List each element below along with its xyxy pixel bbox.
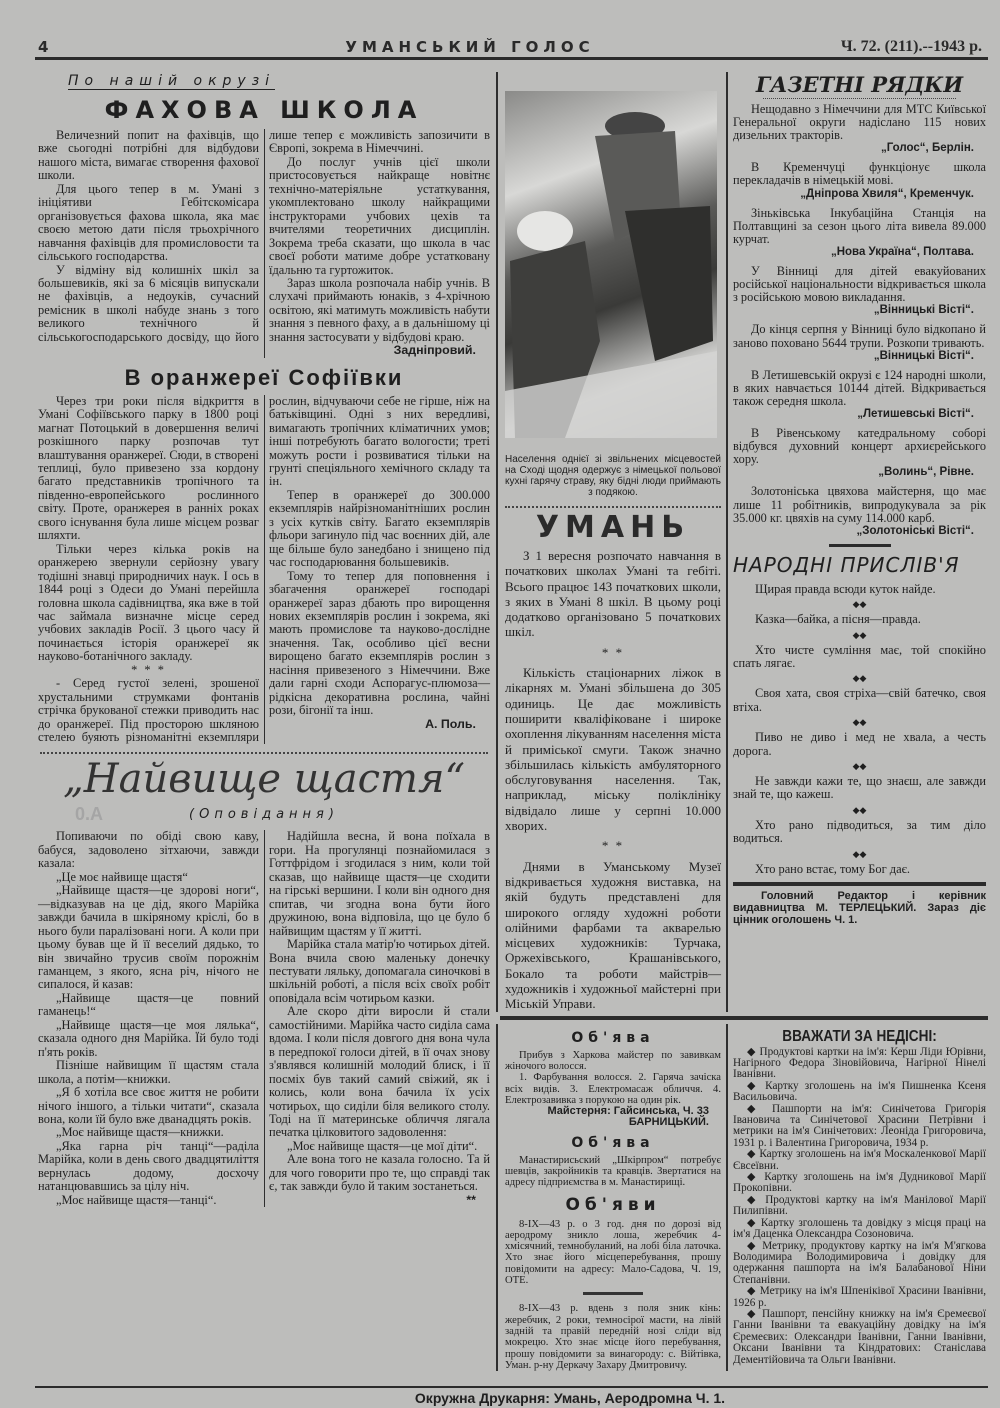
- ads-section: [496, 1024, 726, 1372]
- invalid-doc-text: Продуктові картку на ім'я Манілової Марії Пилипівни.: [733, 1193, 986, 1218]
- news-text: До кінця серпня у Вінниці було відкопано й заново поховано 5644 трупи. Розкопи тривають.: [733, 322, 986, 350]
- invalid-docs-title: ВВАЖАТИ ЗА НЕДІСНІ:: [782, 1027, 937, 1045]
- invalid-doc-item: [733, 1286, 986, 1309]
- ad-text: 8-IX—43 р. о 3 год. дня по дорозі від аеродрому зникло лоша, жеребчик 4-хмісячний, темнобуланий, на лобі біла латочка. Хто знає його місцеперебування, прошу повідомити на адресу: Мало-Садова, Ч. 19, ОТЕ.: [505, 1218, 721, 1287]
- diamond-separator-icon: ◆◆: [852, 848, 867, 859]
- ad-title: Об'яви: [565, 1194, 661, 1215]
- paragraph: Надійшла весна, й вона поїхала в гори. На прогулянці познайомилася з Готтфрідом і згодилася з ним, коли той сказав, що найвище щастя—це сходити на гірські вершини. І коли він одного дня спитав, чи згодна вона бути його дружиною, вона відповіла, що це було б найвищим щастям у її житті.: [269, 829, 490, 938]
- printer-imprint: Окружна Друкарня: Умань, Аеродромна Ч. 1.: [414, 1390, 726, 1406]
- proverb: Не завжди кажи те, що знаєш, але завжди знай те, що кажеш.: [733, 774, 986, 802]
- diamond-bullet-icon: ◆: [747, 1079, 766, 1092]
- rule: [733, 882, 986, 886]
- news-source: „Вінницькі Вісті“.: [873, 304, 974, 317]
- ad-title: Об'ява: [571, 1134, 655, 1151]
- news-item: [733, 161, 986, 200]
- diamond-bullet-icon: ◆: [747, 1216, 761, 1229]
- diamond-bullet-icon: ◆: [747, 1102, 772, 1115]
- paragraph: „Найвище щастя—це моя лялька“, сказала одного дня Марійка. Їй було тоді п'ять років.: [38, 1017, 259, 1059]
- ad-body: [505, 1050, 721, 1129]
- news-item: [733, 323, 986, 362]
- paragraph: Днями в Уманському Музеї відкривається художня виставка, на якій будуть представлені для широкого огляду художні роботи олійними фарбами та акварелью місцевих художників: Турчака, Оржехівського, Крашанівського, Бокало та роботи майстрів—художників і художньої майстерні при Міській Управи.: [505, 858, 721, 1012]
- invalid-doc-item: [733, 1081, 986, 1104]
- paragraph: З 1 вересня розпочато навчання в початкових школах Умані та гебіті. Всього працює 143 початкових школи, з яких в Умані 8 шкіл. В цьому році додатково організовано 5 початкових шкіл.: [505, 548, 721, 640]
- invalid-doc-text: Картку зголошень на ім'я Дудникової Марії Прокопівни.: [733, 1171, 986, 1195]
- paragraph: Для цього тепер в м. Умані з ініціятиви Гебітскомісара організовується фахова школа, яка має своєю метою дати після трьохрічного навчання фахівців для промисловости та сільського господарства.: [38, 181, 259, 264]
- ads-rule: [500, 1016, 988, 1020]
- editor-note: Головний Редактор і керівник видавництва М. ТЕРЛЕЦЬКИЙ. Зараз діє цінник оголошень Ч. 1.: [733, 890, 986, 927]
- invalid-doc-text: Картку зголошень та довідку з місця праці на ім'я Даценка Олександра Созоновича.: [733, 1216, 986, 1241]
- diamond-bullet-icon: ◆: [747, 1171, 765, 1184]
- story-body: [38, 830, 490, 1207]
- news-source: „Нова Україна“, Полтава.: [830, 245, 974, 258]
- news-source: „Золотоніські Вісті“.: [856, 524, 974, 537]
- diamond-separator-icon: ◆◆: [852, 761, 867, 772]
- diamond-bullet-icon: ◆: [747, 1045, 760, 1058]
- article-body: [505, 548, 721, 1012]
- invalid-doc-text: Метрику, продуктову картку на ім'я М'ягкова Володимира Володимировича і довідку для одержання пашпорта на ім'я Балабанової Ніни Степанівни.: [733, 1239, 987, 1286]
- newspaper-title: УМАНСЬКИЙ ГОЛОС: [345, 38, 595, 56]
- paragraph: „Моє найвище щастя—це мої діти“.: [287, 1138, 478, 1153]
- news-text: В Летишевській окрузі є 124 народні школи, в яких навчається 10144 дітей. Відкривається також середня школа.: [733, 367, 986, 408]
- invalid-doc-item: [733, 1104, 986, 1150]
- news-item: [733, 265, 986, 317]
- invalid-doc-text: Картку зголошень на ім'я Пишненка Ксеня Васильовича.: [733, 1079, 986, 1104]
- news-source: „Вінницькі Вісті“.: [873, 349, 974, 362]
- diamond-bullet-icon: ◆: [747, 1239, 763, 1252]
- invalid-doc-item: [733, 1149, 986, 1172]
- ad-signature: Майстерня: Гайсинська, Ч. 33 БАРНИЦЬКИЙ.: [547, 1105, 709, 1129]
- news-source: „Волинь“, Рівне.: [878, 466, 974, 479]
- middle-column: [496, 72, 726, 1012]
- news-photo: [505, 91, 717, 438]
- section-separator: * *: [601, 838, 625, 854]
- paragraph: Зараз школа розпочала набір учнів. В слухачі приймають юнаків, з 4-хрічною освітою, які матимуть можливість набути знання з певного фаху, а в дальнішому ці знання застосувати у відбудові краю.: [269, 275, 490, 344]
- paragraph: „Це моє найвище щастя“: [56, 869, 188, 884]
- proverb: Хто рано підводиться, за тим діло водиться.: [733, 817, 986, 846]
- paragraph: Але вона того не казала голосно. Та й для чого говорити про те, що справді так є, так завжди було й таким зостанеться.: [269, 1152, 490, 1194]
- news-source: „Голос“, Берлін.: [880, 142, 974, 155]
- diamond-separator-icon: ◆◆: [852, 804, 867, 815]
- news-text: У Вінниці для дітей евакуйованих російської національности відкривається школа з російською мовою викладання.: [733, 264, 986, 305]
- ad-text: 8-IX—43 р. вдень з поля зник кінь: жеребчик, 2 роки, темносірої масти, на лівій задній та правій передній нозі сліди від мокрецю. Хто знає місце його перебування, прошу повідомити за винагороду: с. Війтівка, Уман. р-ну Деркачу Захару Дмитровичу.: [505, 1303, 721, 1371]
- invalid-doc-item: [733, 1047, 986, 1081]
- news-text: Зіньківська Інкубаційна Станція на Полтавщині за сезон цього літа вивела 89.000 курчат.: [733, 205, 986, 246]
- article-title: ФАХОВА ШКОЛА: [104, 96, 424, 124]
- invalid-doc-item: [733, 1241, 986, 1287]
- ad-text: Прибув з Харкова майстер по завивкам жіночого волосся.: [505, 1049, 721, 1072]
- proverb: Хто чисте сумління має, той спокійно спать лягає.: [733, 642, 986, 671]
- paragraph: „Моє найвище щастя—книжки.: [56, 1125, 224, 1140]
- invalid-doc-text: Картку зголошень на ім'я Москаленкової Марії Євсеївни.: [733, 1148, 986, 1172]
- news-item: [733, 207, 986, 259]
- paragraph: До послуг учнів цієї школи пристосовується найкраще новітнє технічно-матеріяльне устаткування, укомплектовано школу найкращими інструкторами учбових цехів та вчителями теоретичних дисциплін. Зокрема треба сказати, що школа в час своєї роботи матиме добре устатковану їдальню та гуртожиток.: [269, 154, 490, 277]
- diamond-separator-icon: ◆◆: [852, 629, 867, 640]
- issue-number: Ч. 72. (211).--1943 р.: [840, 38, 982, 55]
- news-item: [733, 103, 986, 155]
- paragraph: Величезний попит на фахівців, що вже сьогодні потрібні для відбудови нашого міста, вимагає створення фахової школи.: [38, 128, 259, 183]
- news-list: [733, 103, 986, 538]
- diamond-separator-icon: ◆◆: [852, 673, 867, 684]
- paragraph: Тепер в оранжереї до 300.000 екземплярів найрізноманітніших рослин з усіх кутків світу. Багато екземплярів фльори загинуло під час воєнних дій, але ще більше було занедбано і знищено під час господарювання большевиків.: [269, 487, 490, 570]
- news-title: ГАЗЕТНІ РЯДКИ: [755, 72, 964, 97]
- proverb: Щирая правда всюди куток найде.: [755, 581, 936, 596]
- paragraph: „Найвище щастя—це повний гаманець!“: [38, 990, 259, 1019]
- invalid-docs-section: [726, 1024, 988, 1372]
- paragraph: „Моє найвище щастя—танці“.: [56, 1192, 217, 1207]
- proverb: Казка—байка, а пісня—правда.: [755, 612, 921, 627]
- news-text: В Кременчуці функціонує школа перекладачів в німецькій мові.: [733, 160, 986, 188]
- diamond-bullet-icon: ◆: [747, 1307, 762, 1320]
- right-column: [726, 72, 988, 1012]
- ad-text: 1. Фарбування волосся. 2. Гаряча зачіска всіх видів. 3. Електромасаж обличчя. 4. Електрозавивка з порукою на один рік.: [505, 1072, 721, 1106]
- story-title: „Найвище щастя“: [63, 756, 465, 803]
- paragraph: Кількість стаціонарних ліжок в лікарнях м. Умані збільшена до 305 одиниць. Це дає можливість поширити кваліфіковане і широке охоплення лікуванням населення міста й приміської смуги. Також значно збільшилась кількість амбуляторного обслуговування населення. Так, наприклад, міську поліклініку відвідало лише у серпні 10.000 хворих.: [505, 665, 721, 834]
- article-body: [38, 395, 490, 745]
- news-text: В Рівенському катедральному соборі відбувся духовний концерт архиєрейського хору.: [733, 426, 986, 467]
- author-signature: А. Поль.: [425, 716, 476, 731]
- diamond-bullet-icon: ◆: [747, 1193, 766, 1206]
- invalid-doc-text: Пашпорти на ім'я: Синічетова Григорія Івановича та Синічетової Храсини Петрівни і метрики на ім'я Синічетових: Леоніда Григоровича, 1931 р. і Валентина Григоровича, 1934 р.: [733, 1102, 987, 1149]
- author-signature: Задніпровий.: [393, 343, 476, 358]
- article-body: [38, 129, 490, 358]
- news-item: [733, 427, 986, 479]
- left-column: [38, 72, 490, 1207]
- proverbs-title: НАРОДНІ ПРИСЛІВ'Я: [733, 552, 960, 577]
- invalid-doc-item: [733, 1172, 986, 1195]
- ad-title: Об'ява: [571, 1029, 655, 1046]
- paragraph: Попиваючи по обіді свою каву, бабуся, задоволено зітхаючи, завжди казала:: [38, 829, 259, 871]
- ad-body: [505, 1219, 721, 1372]
- middle-right-columns: [496, 72, 988, 1371]
- invalid-docs-list: [733, 1047, 986, 1366]
- header-rule: [35, 57, 988, 60]
- paragraph: Але скоро діти виросли й стали самостійними. Марійка часто сиділа сама вдома. І коли після довгого дня вона чула в передпокої голоси дітей, в її очах знову з'являвся колишній молодий блиск, і її посміх був такий самий свіжий, як і колись, коли вона бачила їх усіх чотирьох, що сиділи біля великого столу. Тоді на її материнське обличчя лягала печатка цілковитого задоволення:: [269, 1004, 490, 1140]
- paragraph: Тому то тепер для поповнення і збагачення оранжереї господарі оранжереї зараз дбають про вирощення нових екземплярів рослин і зокрема, які мають промислове та науково-дослідне значення. Так, особливо цієї весни вирощено багато екземплярів рослин з насіння привезеного з Німеччини. Вже дали гарні сходи Аспорагус-плюмоза—рідкісна декоративна рослина, чайні рози, бігонії та інш.: [269, 568, 490, 718]
- invalid-doc-item: [733, 1195, 986, 1218]
- proverbs-list: [733, 583, 986, 876]
- paragraph: „Найвище щастя—це здорові ноги“,—відказував на це дід, якого Марійка завжди бачила в шкіряному кріслі, бо в нього були паралізовані ноги. А коли при цьому бував ще й її веселий дядько, то він звичайно трусив своїм порожнім гаманцем, з якого, ясна річ, нічого не сипалося, й казав:: [38, 883, 259, 992]
- photo-caption: Населення однієї зі звільнених місцевостей на Сході щодня одержує з німецької польової кухні гарячу страву, яку бідні люди приймають з подякою.: [505, 454, 721, 498]
- article-title: В оранжереї Софіївки: [124, 364, 404, 390]
- article-title: УМАНЬ: [535, 510, 691, 545]
- invalid-doc-text: Пашпорт, пенсійну книжку на ім'я Єремеєвої Ганни Іванівни та евакуаційну довідку на ім'я Єремеєвих: Олександри Іванівни, Ганни Іванівни, Оксани Іванівни та Кіндратових: Станіслава Дементійовича та Ольги Іванівни.: [733, 1307, 986, 1366]
- paragraph: - Серед густої зелені, зрошеної хрустальними струмками фонтанів стрічка брукованої стежки приводить нас до оранжереї. Під просторою шкляною стелею буяють різноманітні екземпляри рослин, відчуваючи себе не гірше, ніж на батьківщині. Одні з них вередливі, вимагають тропічних кліматичних умов; інші потребують багато вологости; треті можуть рости і розвиватися тільки на грунті спеціяльного хемічного складу та ін.: [38, 393, 490, 745]
- paragraph: Через три роки після відкриття в Умані Софіївського парку в 1800 році магнат Потоцький в довершення величі розкішного парку розпочав тут влаштування оранжереї. Сюди, в створені теплиці, було привезено зза кордону багато представників тропічного та південно-европейського рослинного світу. Проте, оранжерея в ранніх роках свого існування була лише місцем розваг шляхти.: [38, 393, 259, 543]
- diamond-bullet-icon: ◆: [747, 1148, 760, 1161]
- proverb: Своя хата, своя стріха—свій батечко, своя втіха.: [733, 686, 986, 714]
- ad-text: Манастирисьский „Шкірпром“ потребує шевців, закройників та кравців. Звертатися на адресу підприємства в м. Манастирищі.: [505, 1154, 721, 1189]
- paragraph: „Я б хотіла все своє життя не робити нічого іншого, а тільки читати“, сказала вона, коли їй було вже дванадцять років.: [38, 1085, 259, 1126]
- story-subtitle: (Оповідання): [189, 807, 339, 823]
- photo-figures: [505, 91, 717, 438]
- page-number: 4: [38, 38, 49, 56]
- section-separator: * *: [601, 644, 625, 660]
- diamond-separator-icon: ◆◆: [852, 599, 867, 610]
- section-rubric: По нашій окрузі: [68, 73, 276, 89]
- short-rule: [829, 544, 891, 547]
- news-source: „Дніпрова Хвиля“, Кременчук.: [800, 187, 974, 200]
- news-text: Нещодавно з Німеччини для МТС Київської Генеральної округи надіслано 115 нових дизельних тракторів.: [733, 102, 986, 143]
- paragraph: „Яка гарна річ танці“—раділа Марійка, коли в день свого двадцятиліття вернулась додому, досхочу натанцювавшись за цілу ніч.: [38, 1138, 259, 1194]
- diamond-separator-icon: ◆◆: [852, 717, 867, 728]
- invalid-doc-item: [733, 1218, 986, 1241]
- proverb: Хто рано встає, тому Бог дає.: [755, 861, 911, 876]
- paragraph: У відміну від колишніх шкіл за большевиків, які за 6 місяців випускали не фахівців, а недоуків, сучасний ремісник в школі набуде знань з того великого технічного й сільськогосподарського досвіду, що його лише тепер є можливість запозичити в Європі, зокрема в Німеччині.: [38, 128, 490, 344]
- footer-rule: [35, 1386, 988, 1388]
- paragraph: Тільки через кілька років на оранжерею звернули серйозну увагу тодішні знавці природничих наук. І ось в 1844 році з Одеси до Умані перейшла головна школа садівництва, яка вже в той час займала визначне місце серед учбових закладів Росії. З цього часу й починається історія оранжереї як науково-ботанічного закладу.: [38, 541, 259, 664]
- end-mark: **: [466, 1192, 476, 1207]
- pencil-mark: 0.А: [75, 804, 104, 825]
- proverb: Пиво не диво і мед не хвала, а честь дорога.: [733, 730, 986, 758]
- title-underline: [763, 98, 956, 99]
- news-text: Золотоніська цвяхова майстерня, що має лише 11 робітників, випродукувала за рік 35.000 кг. цвяхів на суму 114.000 карб.: [733, 484, 986, 525]
- section-separator: * * *: [131, 662, 166, 677]
- invalid-doc-text: Метрику на ім'я Шпеніківої Храсини Іванівни, 1926 р.: [733, 1285, 987, 1309]
- paragraph: Марійка стала матір'ю чотирьох дітей. Вона вчила свою маленьку донечку пестувати ляльку, допомагала синочкові в шкільній роботі, а після всіх своїх робіт оповідала всім чотирьом казки.: [269, 937, 490, 1005]
- news-item: [733, 369, 986, 421]
- diamond-bullet-icon: ◆: [747, 1285, 760, 1298]
- news-source: „Летишевські Вісті“.: [857, 407, 974, 420]
- ad-divider: [583, 1292, 643, 1295]
- ad-body: [505, 1155, 721, 1189]
- paragraph: Пізніше найвищим її щастям стала школа, а потім—книжки.: [38, 1058, 259, 1086]
- news-item: [733, 485, 986, 537]
- invalid-doc-item: [733, 1309, 986, 1366]
- invalid-doc-text: Продуктові картки на ім'я: Керш Ліди Юрівни, Нагірного Федора Зіновійовича, Нагірної Нінелі Іванівни.: [733, 1045, 986, 1081]
